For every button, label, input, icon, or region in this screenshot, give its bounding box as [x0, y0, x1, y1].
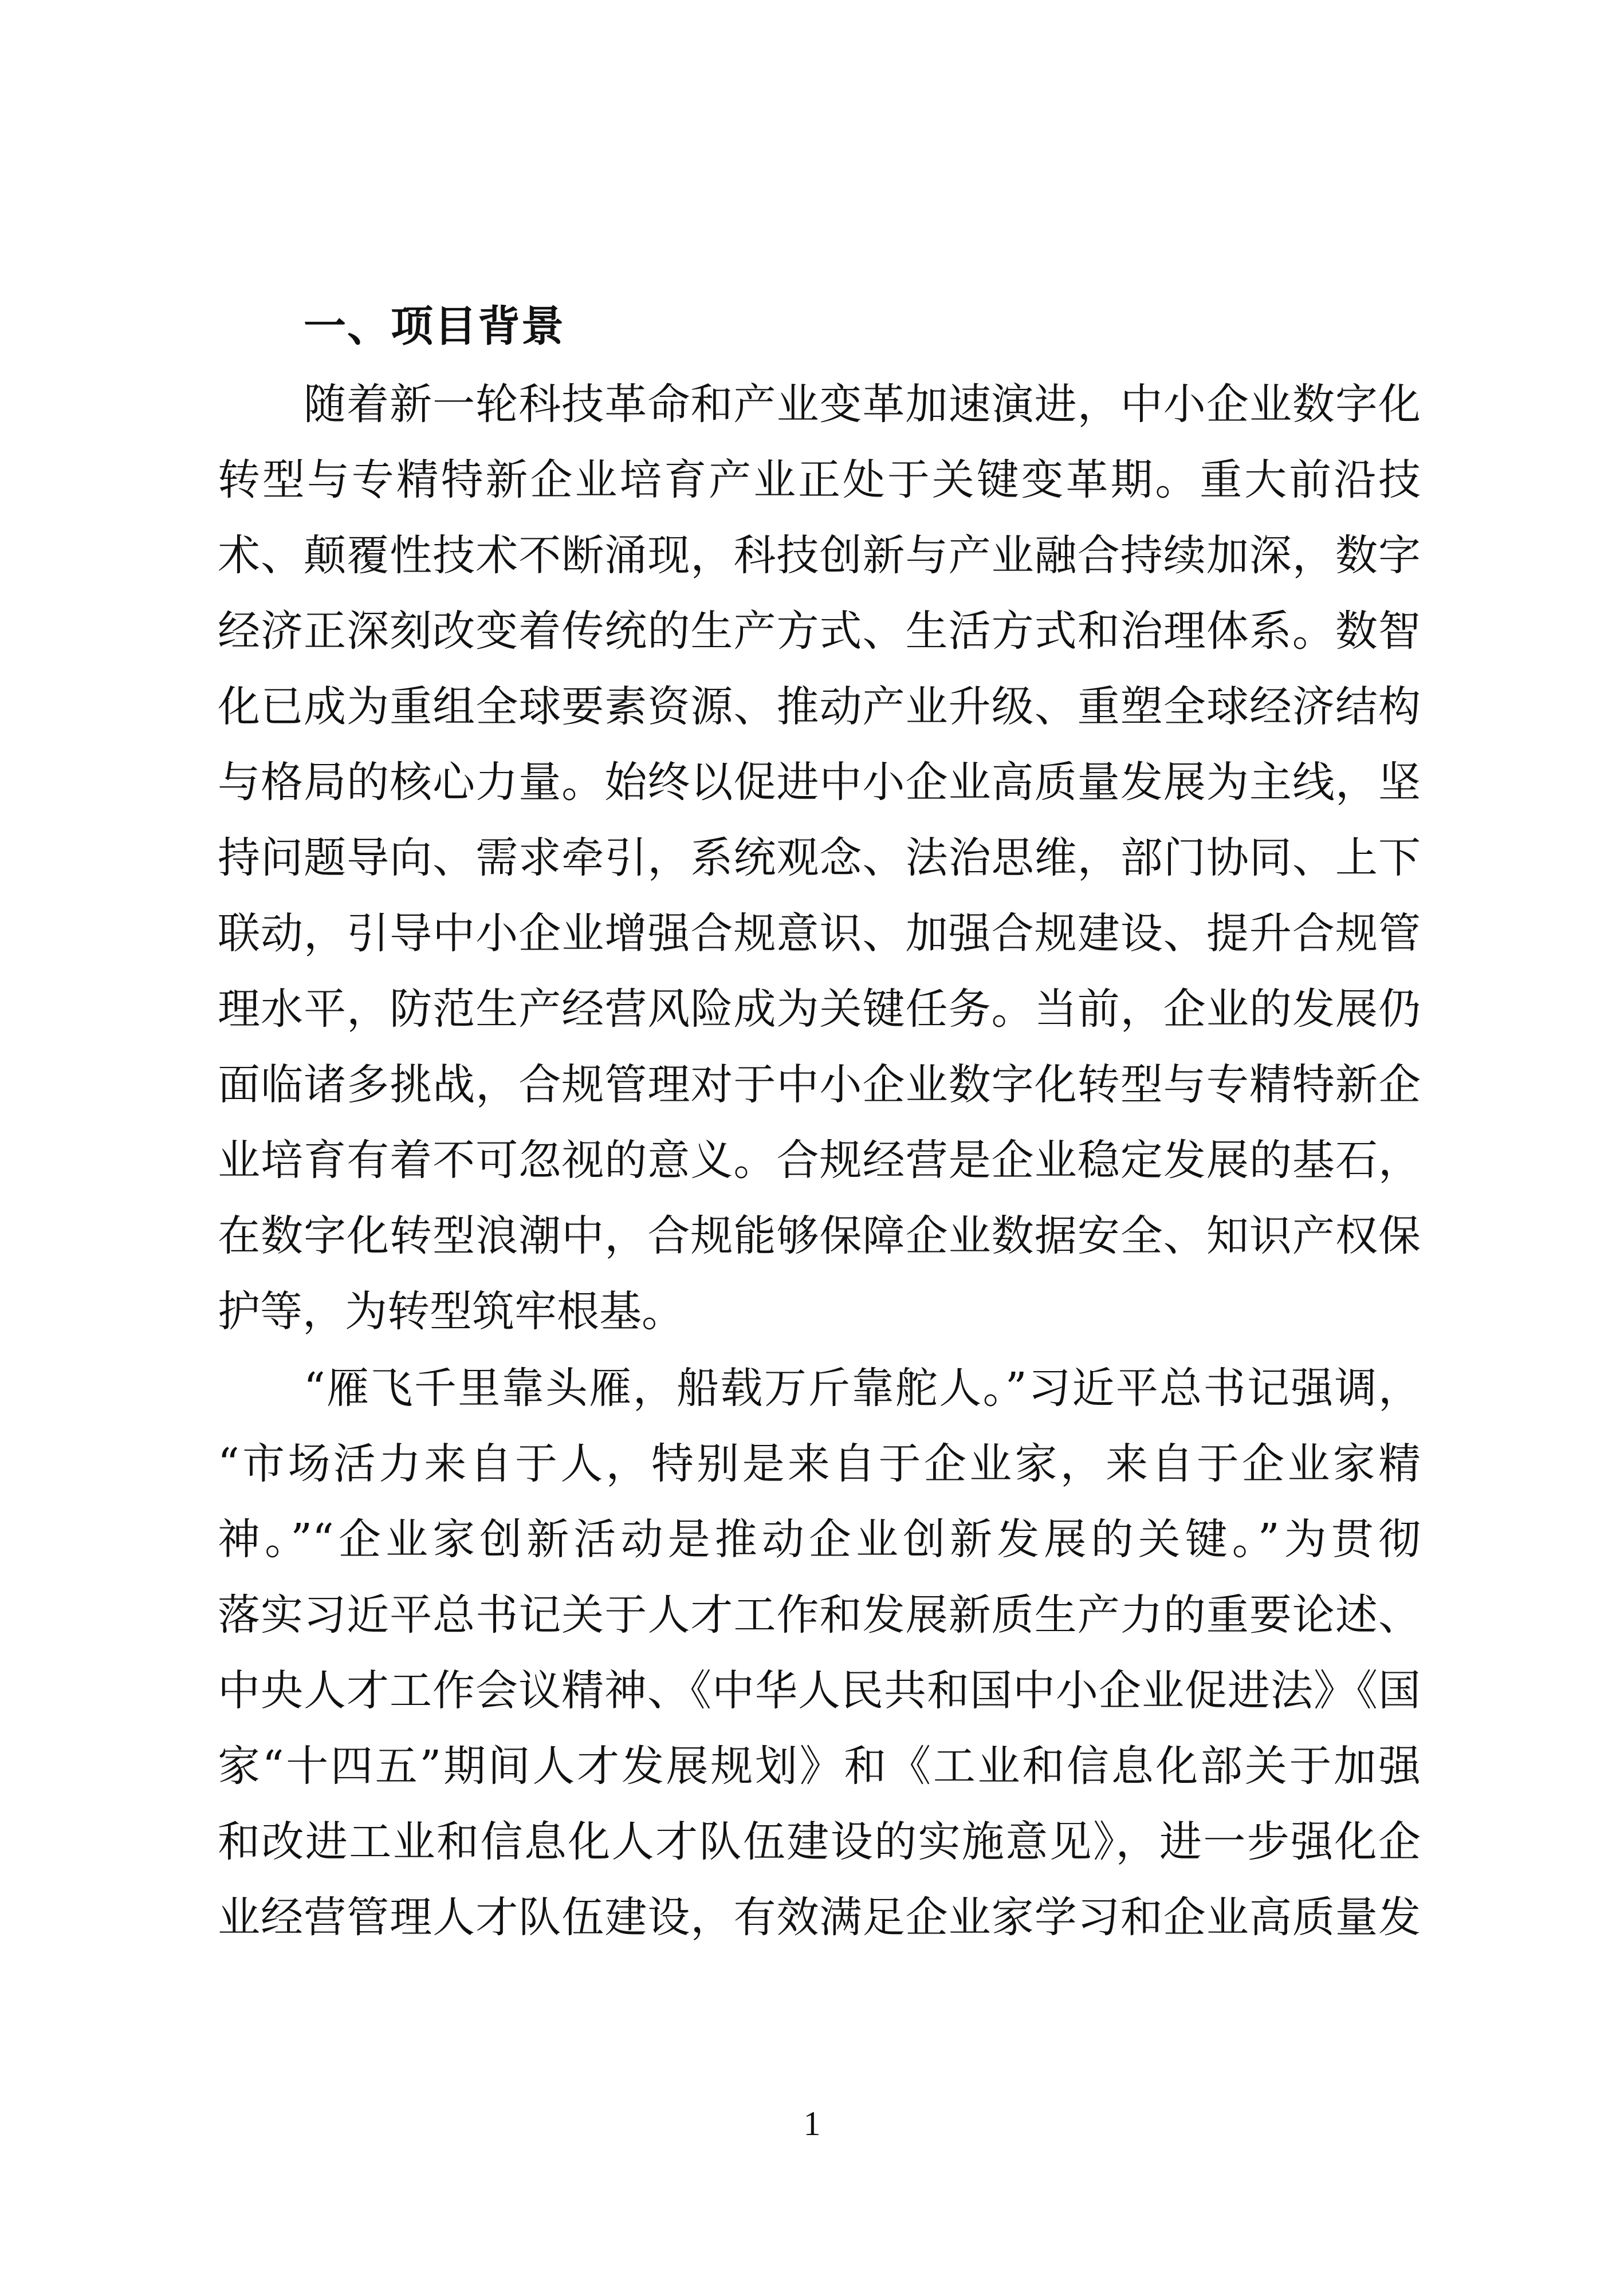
section-heading: 一、项目背景	[304, 302, 565, 351]
paragraph-line: 家“十四五”期间人才发展规划》和《工业和信息化部关于加强	[218, 1742, 1421, 1791]
paragraph-line: 在数字化转型浪潮中，合规能够保障企业数据安全、知识产权保	[218, 1211, 1421, 1261]
paragraph-line: 术、颠覆性技术不断涌现，科技创新与产业融合持续加深，数字	[218, 531, 1421, 580]
paragraph-line: 神。”“企业家创新活动是推动企业创新发展的关键。”为贯彻	[218, 1515, 1421, 1564]
paragraph-line: 业经营管理人才队伍建设，有效满足企业家学习和企业高质量发	[218, 1893, 1421, 1942]
paragraph-line: 随着新一轮科技革命和产业变革加速演进，中小企业数字化	[304, 380, 1421, 429]
paragraph-line: 业培育有着不可忽视的意义。合规经营是企业稳定发展的基石，	[218, 1136, 1421, 1185]
paragraph-line: 与格局的核心力量。始终以促进中小企业高质量发展为主线，坚	[218, 758, 1421, 807]
paragraph-line: 转型与专精特新企业培育产业正处于关键变革期。重大前沿技	[218, 455, 1421, 505]
paragraph-line: 面临诸多挑战，合规管理对于中小企业数字化转型与专精特新企	[218, 1060, 1421, 1109]
paragraph-line: “市场活力来自于人，特别是来自于企业家，来自于企业家精	[218, 1439, 1421, 1488]
paragraph-line: 和改进工业和信息化人才队伍建设的实施意见》，进一步强化企	[218, 1817, 1421, 1866]
page-number: 1	[803, 2105, 821, 2143]
paragraph-line: 护等，为转型筑牢根基。	[218, 1287, 684, 1336]
paragraph-line: 化已成为重组全球要素资源、推动产业升级、重塑全球经济结构	[218, 682, 1421, 731]
paragraph-line: 持问题导向、需求牵引，系统观念、法治思维，部门协同、上下	[218, 833, 1421, 883]
paragraph-line: “雁飞千里靠头雁，船载万斤靠舵人。”习近平总书记强调，	[304, 1364, 1421, 1413]
paragraph-line: 落实习近平总书记关于人才工作和发展新质生产力的重要论述、	[218, 1590, 1421, 1640]
paragraph-line: 理水平，防范生产经营风险成为关键任务。当前，企业的发展仍	[218, 984, 1421, 1034]
paragraph-line: 经济正深刻改变着传统的生产方式、生活方式和治理体系。数智	[218, 607, 1421, 656]
paragraph-line: 联动，引导中小企业增强合规意识、加强合规建设、提升合规管	[218, 909, 1421, 958]
paragraph-line: 中央人才工作会议精神、《中华人民共和国中小企业促进法》《国	[218, 1666, 1421, 1715]
